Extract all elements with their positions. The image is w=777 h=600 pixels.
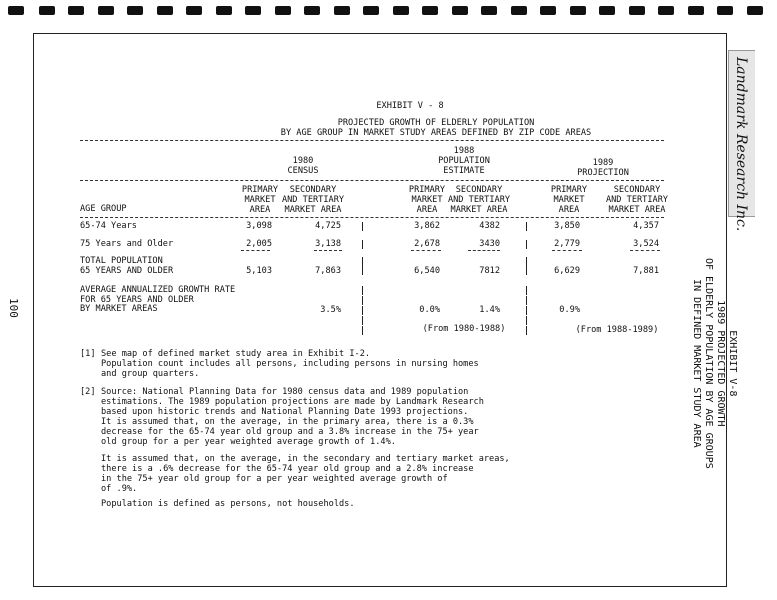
- row-label: FOR 65 YEARS AND OLDER: [80, 294, 194, 305]
- table-cell: 3,850: [554, 221, 580, 231]
- column-divider: [526, 326, 527, 335]
- binder-hole: [570, 6, 586, 15]
- period-header: ESTIMATE: [443, 166, 485, 176]
- binder-hole: [688, 6, 704, 15]
- rule-line: [80, 180, 664, 181]
- table-cell: 3,098: [246, 221, 272, 231]
- binder-hole: [275, 6, 291, 15]
- row-label: 65 YEARS AND OLDER: [80, 265, 174, 276]
- period-note: (From 1988-1989): [575, 325, 659, 335]
- side-title-line: OF ELDERLY POPULATION BY AGE GROUPS: [703, 258, 714, 469]
- binder-hole: [393, 6, 409, 15]
- table-cell: 3430: [479, 239, 500, 249]
- binder-hole: [422, 6, 438, 15]
- row-header-age-group: AGE GROUP: [80, 204, 127, 214]
- footnote-line: Source: National Planning Data for 1980 census data and 1989 population: [101, 387, 469, 397]
- footnote-line: in the 75+ year old group for a per year weighted average growth of: [101, 474, 448, 484]
- table-cell: 7812: [479, 266, 500, 276]
- side-title-line: IN DEFINED MARKET STUDY AREA: [691, 279, 702, 448]
- column-header: AREA: [558, 205, 580, 215]
- binder-hole: [481, 6, 497, 15]
- footnote-line: See map of defined market study area in Exhibit I-2.: [101, 349, 371, 359]
- side-tab: [728, 50, 755, 232]
- binder-hole: [216, 6, 232, 15]
- rule-line: [80, 217, 664, 218]
- sum-underline: [411, 250, 441, 251]
- column-divider: [362, 257, 363, 266]
- footnote-line: It is assumed that, on the average, in the secondary and tertiary market areas,: [101, 454, 510, 464]
- table-cell: 2,779: [554, 239, 580, 249]
- column-header: PRIMARY: [241, 185, 279, 195]
- column-header: AREA: [416, 205, 438, 215]
- table-cell: 5,103: [246, 266, 272, 276]
- footnote-line: Population is defined as persons, not households.: [101, 499, 355, 509]
- binder-hole: [334, 6, 350, 15]
- column-header: MARKET AREA: [608, 205, 666, 215]
- footnote-line: Population count includes all persons, including persons in nursing homes: [101, 359, 479, 369]
- column-header: PRIMARY: [408, 185, 446, 195]
- column-header: AND TERTIARY: [281, 195, 345, 205]
- column-divider: [362, 222, 363, 231]
- binder-hole: [599, 6, 615, 15]
- table-cell: 7,881: [633, 266, 659, 276]
- table-cell: 0.9%: [559, 305, 580, 315]
- footnote-line: It is assumed that, on the average, in the primary area, there is a 0.3%: [101, 417, 474, 427]
- column-header: MARKET AREA: [450, 205, 508, 215]
- binder-holes: [0, 2, 777, 20]
- binder-hole: [186, 6, 202, 15]
- column-header: SECONDARY: [289, 185, 337, 195]
- footnote-line: of .9%.: [101, 484, 138, 494]
- binder-hole: [658, 6, 674, 15]
- column-divider: [526, 222, 527, 231]
- footnote-line: there is a .6% decrease for the 65-74 year old group and a 2.8% increase: [101, 464, 474, 474]
- footnote-line: and group quarters.: [101, 369, 200, 379]
- binder-hole: [127, 6, 143, 15]
- column-divider: [362, 296, 363, 305]
- column-header: AND TERTIARY: [447, 195, 511, 205]
- binder-hole: [157, 6, 173, 15]
- period-header: 1988: [453, 146, 475, 156]
- footnote-line: based upon historic trends and National Planning Date 1993 projections.: [101, 407, 469, 417]
- column-divider: [526, 296, 527, 305]
- table-title: PROJECTED GROWTH OF ELDERLY POPULATION: [337, 118, 535, 128]
- column-divider: [362, 316, 363, 325]
- table-cell: 6,540: [414, 266, 440, 276]
- binder-hole: [747, 6, 763, 15]
- table-cell: 4,725: [315, 221, 341, 231]
- column-divider: [526, 240, 527, 249]
- binder-hole: [39, 6, 55, 15]
- binder-hole: [717, 6, 733, 15]
- column-divider: [526, 306, 527, 315]
- binder-hole: [540, 6, 556, 15]
- row-label: TOTAL POPULATION: [80, 256, 163, 266]
- row-label: 75 Years and Older: [80, 239, 174, 249]
- table-cell: 2,678: [414, 239, 440, 249]
- table-cell: 2,005: [246, 239, 272, 249]
- row-label: 65-74 Years: [80, 221, 137, 231]
- column-divider: [362, 306, 363, 315]
- table-cell: 4,357: [633, 221, 659, 231]
- column-header: SECONDARY: [613, 185, 661, 195]
- period-header: PROJECTION: [577, 168, 629, 178]
- sum-underline: [241, 250, 270, 251]
- table-cell: 3,524: [633, 239, 659, 249]
- footnote-marker: [2]: [80, 387, 96, 397]
- footnote-line: decrease for the 65-74 year old group and a 3.8% increase in the 75+ year: [101, 427, 479, 437]
- table-cell: 1.4%: [479, 305, 500, 315]
- binder-hole: [452, 6, 468, 15]
- column-header: AND TERTIARY: [605, 195, 669, 205]
- column-header: PRIMARY: [550, 185, 588, 195]
- row-label: AVERAGE ANNUALIZED GROWTH RATE: [80, 285, 236, 295]
- binder-hole: [511, 6, 527, 15]
- table-cell: 4382: [479, 221, 500, 231]
- column-header: SECONDARY: [455, 185, 503, 195]
- footnote-marker: [1]: [80, 349, 96, 359]
- footnote-line: old group for a per year weighted average growth of 1.4%.: [101, 437, 396, 447]
- exhibit-label: EXHIBIT V - 8: [376, 101, 444, 111]
- table-cell: 3,862: [414, 221, 440, 231]
- column-divider: [362, 326, 363, 335]
- table-cell: 3.5%: [320, 305, 341, 315]
- column-divider: [526, 316, 527, 325]
- binder-hole: [68, 6, 84, 15]
- side-tab-text: Landmark Research Inc.: [733, 57, 749, 232]
- rule-line: [80, 140, 664, 141]
- column-divider: [526, 257, 527, 266]
- side-title: [690, 258, 738, 469]
- side-title-line: 1989 PROJECTED GROWTH: [715, 300, 726, 427]
- column-header: MARKET: [553, 195, 585, 205]
- table-cell: 6,629: [554, 266, 580, 276]
- table-cell: 7,863: [315, 266, 341, 276]
- column-divider: [362, 240, 363, 249]
- period-header: CENSUS: [287, 166, 319, 176]
- sum-underline: [630, 250, 660, 251]
- row-label: BY MARKET AREAS: [80, 304, 158, 314]
- column-divider: [362, 286, 363, 295]
- binder-hole: [304, 6, 320, 15]
- period-header: 1980: [292, 156, 314, 166]
- period-header: 1989: [592, 158, 614, 168]
- table-title: BY AGE GROUP IN MARKET STUDY AREAS DEFINED BY ZIP CODE AREAS: [280, 128, 592, 138]
- binder-hole: [98, 6, 114, 15]
- binder-hole: [8, 6, 24, 15]
- binder-hole: [245, 6, 261, 15]
- binder-hole: [363, 6, 379, 15]
- sum-underline: [468, 250, 500, 251]
- side-title-line: EXHIBIT V-8: [727, 330, 738, 397]
- column-divider: [362, 266, 363, 275]
- column-header: MARKET: [411, 195, 443, 205]
- sum-underline: [314, 250, 342, 251]
- table-cell: 0.0%: [419, 305, 440, 315]
- period-note: (From 1980-1988): [422, 324, 506, 334]
- table-cell: 3,138: [315, 239, 341, 249]
- period-header: POPULATION: [438, 156, 490, 166]
- column-header: MARKET AREA: [284, 205, 342, 215]
- page-number: 100: [7, 298, 20, 318]
- column-divider: [526, 286, 527, 295]
- column-header: MARKET: [244, 195, 276, 205]
- column-header: AREA: [249, 205, 271, 215]
- binder-hole: [629, 6, 645, 15]
- sum-underline: [552, 250, 582, 251]
- column-divider: [526, 266, 527, 275]
- footnote-line: estimations. The 1989 population projections are made by Landmark Research: [101, 397, 484, 407]
